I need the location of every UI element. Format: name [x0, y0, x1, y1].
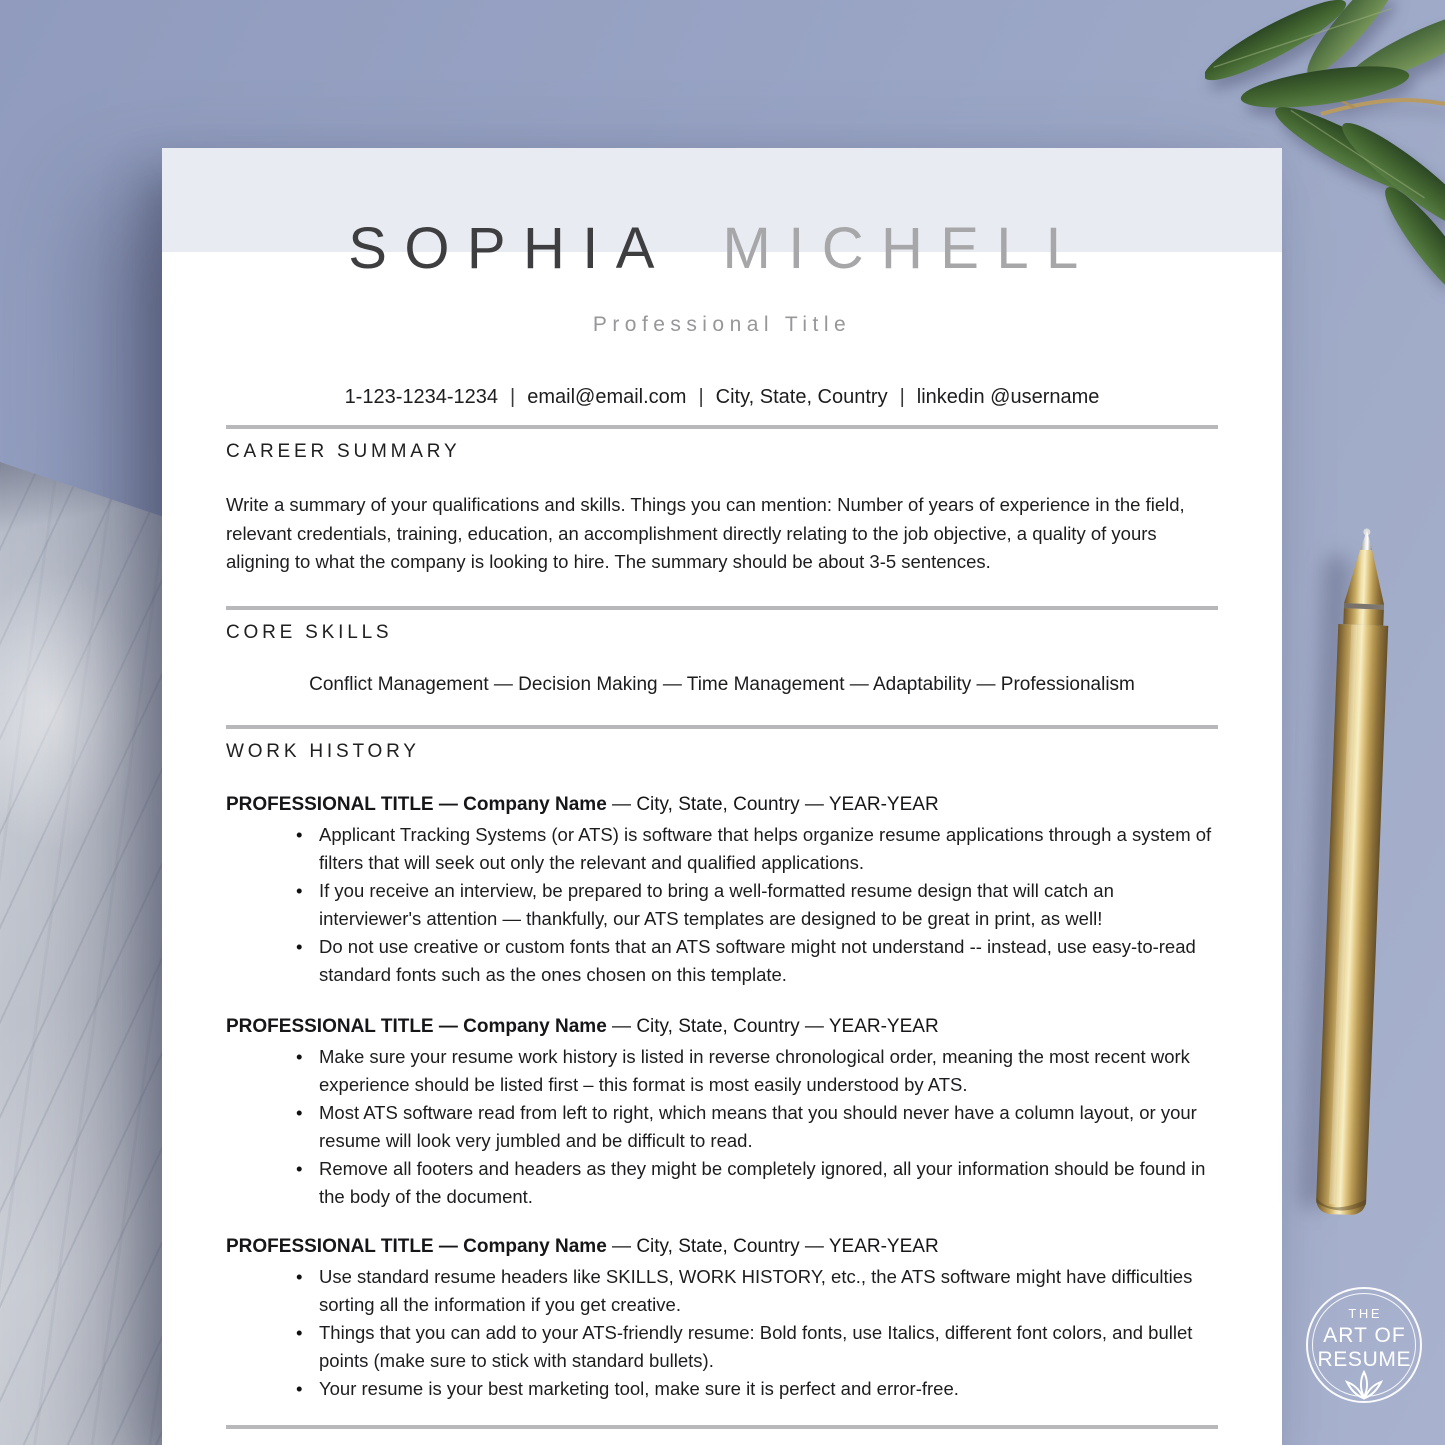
- pen-point: [1360, 530, 1373, 550]
- career-summary-text: Write a summary of your qualifications and skills. Things you can mention: Number of years of experience in the field, relevant credentials, training, education, an accomplishment directly relating to the job objective, a quality of yours aligning to what the company is looking to hire. The summary should be about 3-5 sentences.: [226, 494, 1185, 572]
- resume-content: [162, 148, 1282, 1429]
- gold-pen-decoration: [1304, 527, 1403, 1224]
- resume-page: [162, 148, 1282, 1445]
- name-last: MICHELL: [722, 216, 1096, 281]
- job-entry: [226, 793, 1218, 989]
- job-entry: [226, 1015, 1218, 1211]
- contact-separator: |: [899, 386, 905, 408]
- job-title: [226, 793, 1218, 817]
- section-divider: [226, 606, 1218, 610]
- name-first: SOPHIA: [348, 216, 669, 281]
- logo-line-art-of: ART OF: [1323, 1324, 1406, 1347]
- contact-line: [226, 384, 1218, 410]
- marble-surface: [0, 452, 164, 1445]
- job-title-main: PROFESSIONAL TITLE — Company Name: [226, 1235, 607, 1257]
- job-bullet: • Applicant Tracking Systems (or ATS) is software that helps organize resume applications through a system of filters that will seek out only the relevant and qualified applications.: [292, 821, 1218, 877]
- contact-email: email@email.com: [527, 386, 687, 408]
- core-skills-heading: CORE SKILLS: [226, 621, 393, 643]
- contact-separator: |: [698, 386, 704, 408]
- job-title-main: PROFESSIONAL TITLE — Company Name: [226, 1015, 607, 1037]
- job-entry: [226, 1235, 1218, 1403]
- logo-line-resume: RESUME: [1317, 1348, 1412, 1371]
- job-bullet: • Most ATS software read from left to right, which means that you should never have a column layout, or your resume will look very jumbled and be difficult to read.: [292, 1099, 1218, 1155]
- professional-title: Professional Title: [592, 313, 852, 336]
- work-history-heading: WORK HISTORY: [226, 740, 420, 762]
- section-divider: [226, 725, 1218, 729]
- job-bullet: • Things that you can add to your ATS-friendly resume: Bold fonts, use Italics, different font colors, and bullet points (make sure to stick with standard bullets).: [292, 1319, 1218, 1375]
- branch-stem: [1321, 100, 1445, 114]
- job-bullet: • Do not use creative or custom fonts that an ATS software might not understand -- instead, use easy-to-read standard fonts such as the ones chosen on this template.: [292, 933, 1218, 989]
- job-title: [226, 1015, 1218, 1039]
- job-bullet: • Use standard resume headers like SKILLS, WORK HISTORY, etc., the ATS software might have difficulties sorting all the information if you get creative.: [292, 1263, 1218, 1319]
- job-bullet: • Make sure your resume work history is listed in reverse chronological order, meaning the most recent work experience should be listed first – this format is most easily understood by ATS.: [292, 1043, 1218, 1099]
- job-title-meta: — City, State, Country — YEAR-YEAR: [612, 1015, 939, 1037]
- contact-linkedin: linkedin @username: [916, 386, 1100, 408]
- job-bullet: • If you receive an interview, be prepared to bring a well-formatted resume design that will catch an interviewer's attention — thankfully, our ATS templates are designed to be great in print, as well!: [292, 877, 1218, 933]
- career-summary-heading: CAREER SUMMARY: [226, 441, 461, 462]
- job-bullet: • Remove all footers and headers as they might be completely ignored, all your information should be found in the body of the document.: [292, 1155, 1218, 1211]
- contact-separator: |: [510, 386, 516, 408]
- core-skills-line: Conflict Management — Decision Making — Time Management — Adaptability — Professionalism: [309, 673, 1135, 695]
- leaf-icon: [1340, 1370, 1388, 1404]
- art-of-resume-logo: [1306, 1287, 1422, 1403]
- pen-collar: [1343, 608, 1384, 626]
- logo-line-the: THE: [1348, 1306, 1383, 1321]
- contact-location: City, State, Country: [715, 386, 888, 408]
- contact-phone: 1-123-1234-1234: [344, 386, 499, 408]
- job-title: [226, 1235, 1218, 1259]
- job-title-main: PROFESSIONAL TITLE — Company Name: [226, 793, 607, 815]
- bottom-divider: [226, 1425, 1218, 1429]
- job-bullet: • Your resume is your best marketing tool, make sure it is perfect and error-free.: [292, 1375, 1218, 1403]
- job-title-meta: — City, State, Country — YEAR-YEAR: [612, 1235, 939, 1257]
- section-divider: [226, 425, 1218, 429]
- job-title-meta: — City, State, Country — YEAR-YEAR: [612, 793, 939, 815]
- pen-cone: [1344, 549, 1386, 604]
